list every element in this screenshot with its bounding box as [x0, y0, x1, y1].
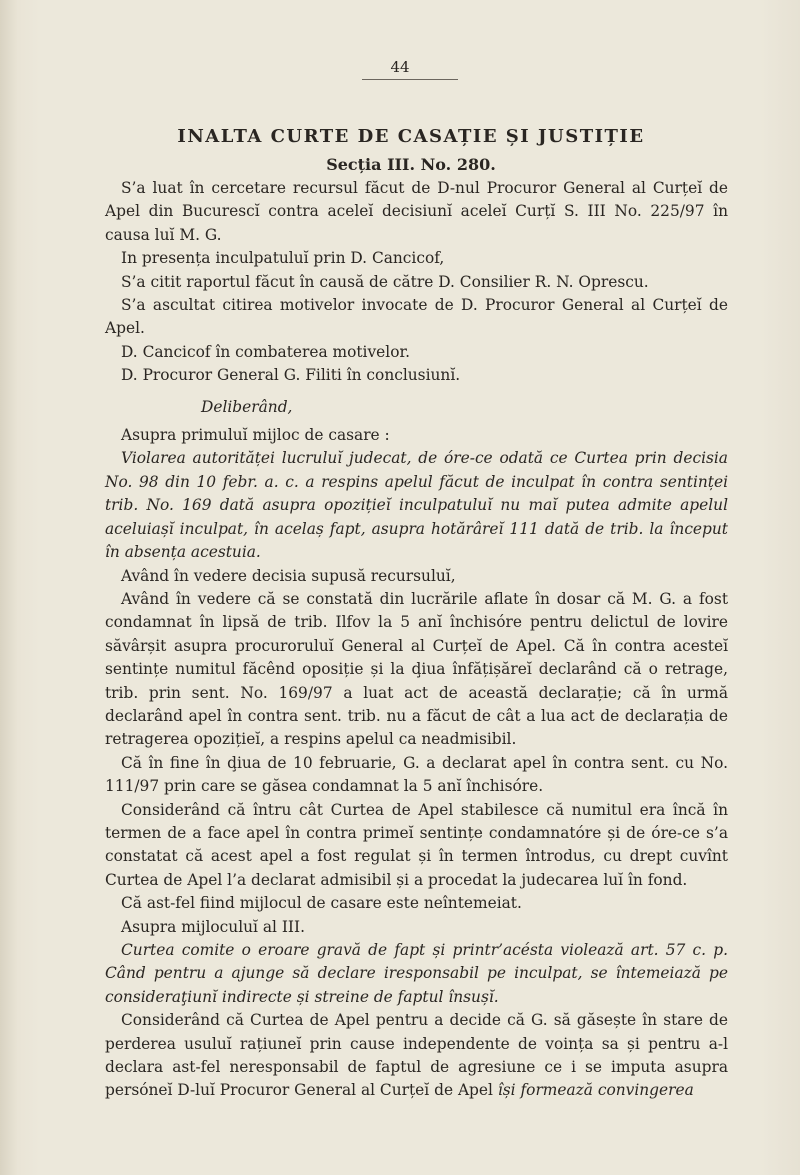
paragraph-neintemeiat: Că ast-fel fiind mijlocul de casare este neîntemeiat.	[121, 894, 522, 913]
paragraph-deliberand: Deliberând,	[201, 397, 293, 416]
section-subtitle: Secția III. No. 280.	[326, 155, 496, 174]
paragraph-al-treilea-mijloc: Asupra mijloculuĭ al III.	[121, 917, 305, 936]
paragraph-violarea: Violarea autorităței lucruluĭ judecat, de óre-ce odată ce Curtea prin decisia No. 98 din 10 febr. a. c. a respins apelul făcut de inculpat în contra sentinței trib. No. 169 dată asupra opozițieĭ inculpatuluĭ nu maĭ putea admite apelul aceluiașĭ inculpat, în acelaș fapt, asupra hotărâreĭ 111 dată de trib. la început în absența acestuia.	[105, 449, 728, 562]
header-rule	[362, 79, 458, 80]
paragraph-considerand-stare-italic: își formează convingerea	[497, 1081, 694, 1100]
paragraph-eroare-grava: Curtea comite o eroare gravă de fapt și printr’acésta violează art. 57 c. p. Când pentru a ajunge să declare iresponsabil pe inculpat, se întemeiază pe consideraţiunĭ indirecte și streine de faptul însușĭ.	[105, 941, 728, 1006]
paragraph-presenta: In presența inculpatuluĭ prin D. Cancicof,	[121, 249, 445, 268]
paragraph-conclusiuni: D. Procuror General G. Filiti în conclusiunĭ.	[121, 366, 461, 385]
paragraph-motive: S’a ascultat citirea motivelor invocate de D. Procuror General al Curțeĭ de Apel.	[105, 296, 728, 338]
paragraph-avand-lucrari: Având în vedere că se constată din lucrările aflate în dosar că M. G. a fost condamnat în lipsă de trib. Ilfov la 5 anĭ închisóre pentru delictul de lovire săvârșit asupra procuroruluĭ General al Curțeĭ de Apel. Că în contra acesteĭ sentințe numitul făcênd oposiție și la ḑiua înfățișăreĭ declarând că o retrage, trib. prin sent. No. 169/97 a luat act de această declarație; că în urmă declarând apel în contra sent. trib. nu a făcut de cât a lua act de declarația de retragerea opozițieĭ, a respins apelul ca neadmisibil.	[105, 589, 728, 749]
paragraph-combatere: D. Cancicof în combaterea motivelor.	[121, 342, 411, 361]
paragraph-recurs: S’a luat în cercetare recursul făcut de D-nul Procuror General al Curțeĭ de Apel din Bucurescĭ contra aceleĭ decisiunĭ aceleĭ Curțĭ S. III No. 225/97 în causa luĭ M. G.	[105, 179, 728, 244]
paragraph-primul-mijloc: Asupra primuluĭ mijloc de casare :	[121, 426, 390, 445]
paragraph-considerand-termen: Considerând că întru cât Curtea de Apel stabilesce că numitul era încă în termen de a face apel în contra primeĭ sentințe condamnatóre și de óre-ce s’a constatat că acest apel a fost regulat și în termen întrodus, cu drept cuvînt Curtea de Apel l’a declarat admisibil și a procedat la judecarea luĭ în fond.	[105, 800, 728, 889]
paragraph-raport: S’a citit raportul făcut în causă de către D. Consilier R. N. Oprescu.	[121, 272, 649, 291]
paragraph-considerand-stare-text: Considerând că Curtea de Apel pentru a decide că G. să găsește în stare de perderea usuluĭ rațiuneĭ prin cause independente de voința sa și pentru a-l declara ast-fel neresponsabil de faptul de agresiune ce i se imputa asupra persóneĭ D-luĭ Procuror General al Curțeĭ de Apel	[105, 1011, 728, 1100]
paragraph-in-fine: Că în fine în ḑiua de 10 februarie, G. a declarat apel în contra sent. cu No. 111/97 prin care se găsea condamnat la 5 anĭ închisóre.	[105, 753, 728, 796]
document-title: INALTA CURTE DE CASAȚIE ȘI JUSTIȚIE	[177, 126, 645, 147]
paragraph-avand-decisia: Având în vedere decisia supusă recursuluĭ,	[121, 566, 456, 585]
document-body	[105, 177, 728, 1103]
page-number: 44	[390, 58, 410, 76]
paragraph-considerand-stare	[105, 1009, 728, 1103]
